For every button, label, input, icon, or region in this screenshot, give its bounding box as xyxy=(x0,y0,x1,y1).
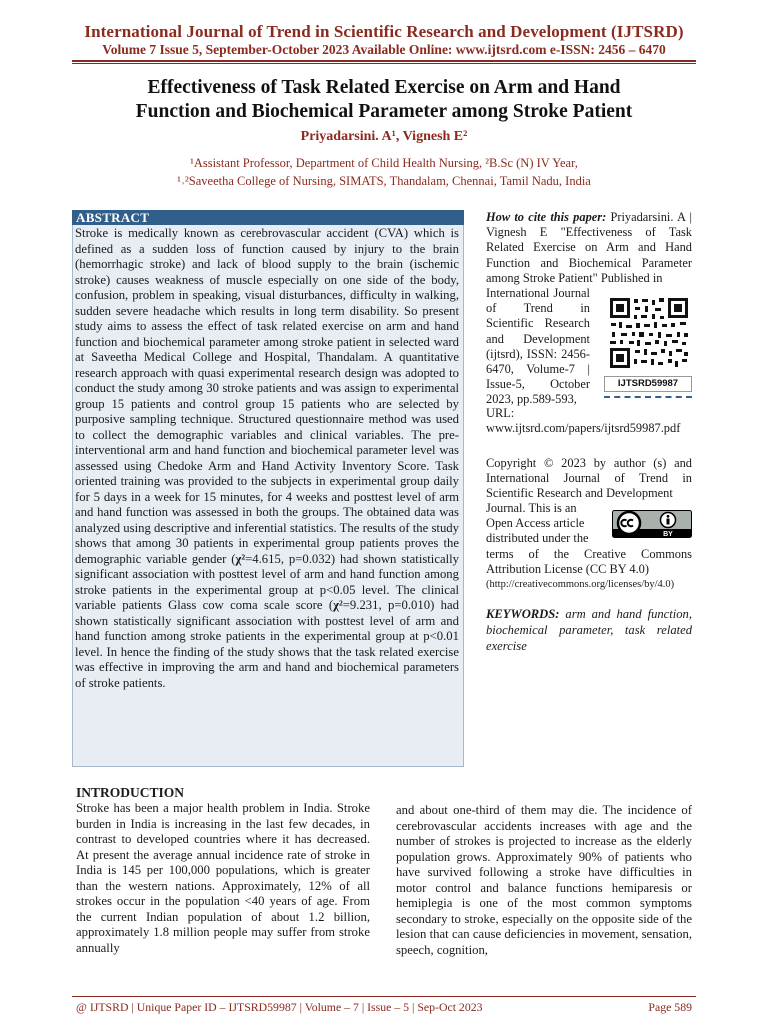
qr-divider xyxy=(604,396,692,398)
abstract-heading: ABSTRACT xyxy=(76,210,150,225)
abstract-part3: =9.231, p=0.010) had shown statistically significant association with posttest level of arm and hand function among stroke patients in the experimental group at p<0.01 level. In hence the finding of the study shows that the task related exercise was effective in improving the arm and hand and biochemical parameters of stroke patients. xyxy=(75,598,459,690)
abstract-text xyxy=(75,226,459,691)
creative-commons-by-icon xyxy=(612,510,692,538)
abstract-part2: =4.615, p=0.032) had shown statistically significant association with posttest level of arm and hand function among stroke patients in the experimental group at p<0.05 level. The clinical variable patients Glass cow coma scale score ( xyxy=(75,551,459,612)
citation-details: International Journal of Trend in Scientific Research and Development (ijtsrd), ISSN: 2456-6470, Volume-7 | Issue-5, October 2023, pp.589-593, xyxy=(486,286,590,407)
affiliation-line2: ¹˒²Saveetha College of Nursing, SIMATS, Thandalam, Chennai, Tamil Nadu, India xyxy=(177,174,591,188)
citation-block xyxy=(486,210,692,286)
copyright-open-access: Journal. This is an Open Access article distributed under the xyxy=(486,501,589,546)
header-rule xyxy=(72,60,696,62)
paper-title xyxy=(72,76,696,124)
copyright-license: terms of the Creative Commons Attribution License (CC BY 4.0) xyxy=(486,547,692,577)
footer-rule xyxy=(72,996,696,997)
chi-square-symbol: χ² xyxy=(235,551,246,566)
footer-info: @ IJTSRD | Unique Paper ID – IJTSRD59987 | Volume – 7 | Issue – 5 | Sep-Oct 2023 xyxy=(76,1000,483,1014)
header-rule-thin xyxy=(72,63,696,64)
affiliation-line1: ¹Assistant Professor, Department of Child Health Nursing, ²B.Sc (N) IV Year, xyxy=(190,156,578,170)
paper-authors: Priyadarsini. A¹, Vignesh E² xyxy=(300,129,468,144)
citation-label: How to cite this paper: xyxy=(486,210,607,224)
paper-title-line1: Effectiveness of Task Related Exercise on Arm and Hand xyxy=(147,77,621,98)
copyright-text: Copyright © 2023 by author (s) and International Journal of Trend in Scientific Research and Development xyxy=(486,456,692,501)
introduction-right-column: and about one-third of them may die. The incidence of cerebrovascular accidents increases with age and the number of strokes is projected to increase as the elderly population grows. Approximately 90% of patients who have survived following a stroke have difficulties in motor control and balance functions hemiparesis or hemiplegia is one of the most common symptoms secondary to stroke, especially on the opposite side of the lesion that can cause deficiencies in movement, sensation, speech, cognition, xyxy=(396,803,692,957)
chi-square-symbol: χ² xyxy=(333,598,343,612)
keywords-text: arm and hand function, biochemical parameter, task related exercise xyxy=(486,607,692,653)
license-url[interactable]: (http://creativecommons.org/licenses/by/4.0) xyxy=(486,579,675,590)
keywords xyxy=(486,606,692,654)
page-number: Page 589 xyxy=(648,1000,692,1014)
qr-code-icon xyxy=(608,296,690,370)
journal-name: International Journal of Trend in Scientific Research and Development (IJTSRD) xyxy=(84,22,684,41)
keywords-label: KEYWORDS: xyxy=(486,607,560,621)
abstract-part1: Stroke is medically known as cerebrovascular accident (CVA) which is defined as a sudden loss of function caused by injury to the brain (hemorrhagic stroke) and lack of blood supply to the brain (ischemic stroke) causes weakness of muscle especially on one side of the body, confusion, problem in speaking, visual disturbances, difficulty in walking, sudden severe headache which results in long term disability. So present study aims to assess the effect of task related exercise on arm and hand function and biochemical parameter among stroke patient in selected ward at Saveetha Medical College and Hospital, Thandalam. A quantitative research approach with quasi experimental research design was adopted to conduct the study among 30 stroke patients and was assign to experimental group 15 patients and control group 15 patients who are selected by purposive sampling technique. Structured questionnaire method was used to collect the demographic variables and clinical variables. The pre-interventional arm and hand function and biochemical parameter level was assessed using Chedoke Arm and Hand Activity Inventory Score. Task oriented training was provided to the subjects in experimental group daily for 5 days in a week for 15 minutes, for 4 weeks and posttest level of arm and hand function was assessed in both the groups. The obtained data was analyzed using descriptive and inferential statistics. The results of the study shows that among 30 patients in experimental group patients proves the demographic variable gender ( xyxy=(75,226,459,566)
abstract-heading-bar xyxy=(72,210,464,225)
paper-title-line2: Function and Biochemical Parameter among Stroke Patient xyxy=(135,101,633,122)
cc-by-label: BY xyxy=(663,531,673,538)
qr-paper-id: IJTSRD59987 xyxy=(604,376,692,392)
citation-url[interactable]: URL: www.ijtsrd.com/papers/ijtsrd59987.pdf xyxy=(486,406,681,436)
introduction-left-column: Stroke has been a major health problem in India. Stroke burden in India is increasing in the last few decades, in contrast to developed countries where it has decreased. At present the average annual incidence rate of stroke in India is 145 per 100,000 populations, which is greater than the western nations. Approximately, 12% of all strokes occur in the population <40 years of age. From the current Indian population of about 1.2 billion, approximately 1.8 million people may suffer from stroke annually xyxy=(76,801,370,955)
citation-text: Priyadarsini. A | Vignesh E "Effectiveness of Task Related Exercise on Arm and Hand Function and Biochemical Parameter among Stroke Patient" Published in xyxy=(486,210,692,285)
introduction-heading: INTRODUCTION xyxy=(76,785,185,800)
volume-line: Volume 7 Issue 5, September-October 2023 Available Online: www.ijtsrd.com e-ISSN: 2456 – 6470 xyxy=(102,42,666,57)
